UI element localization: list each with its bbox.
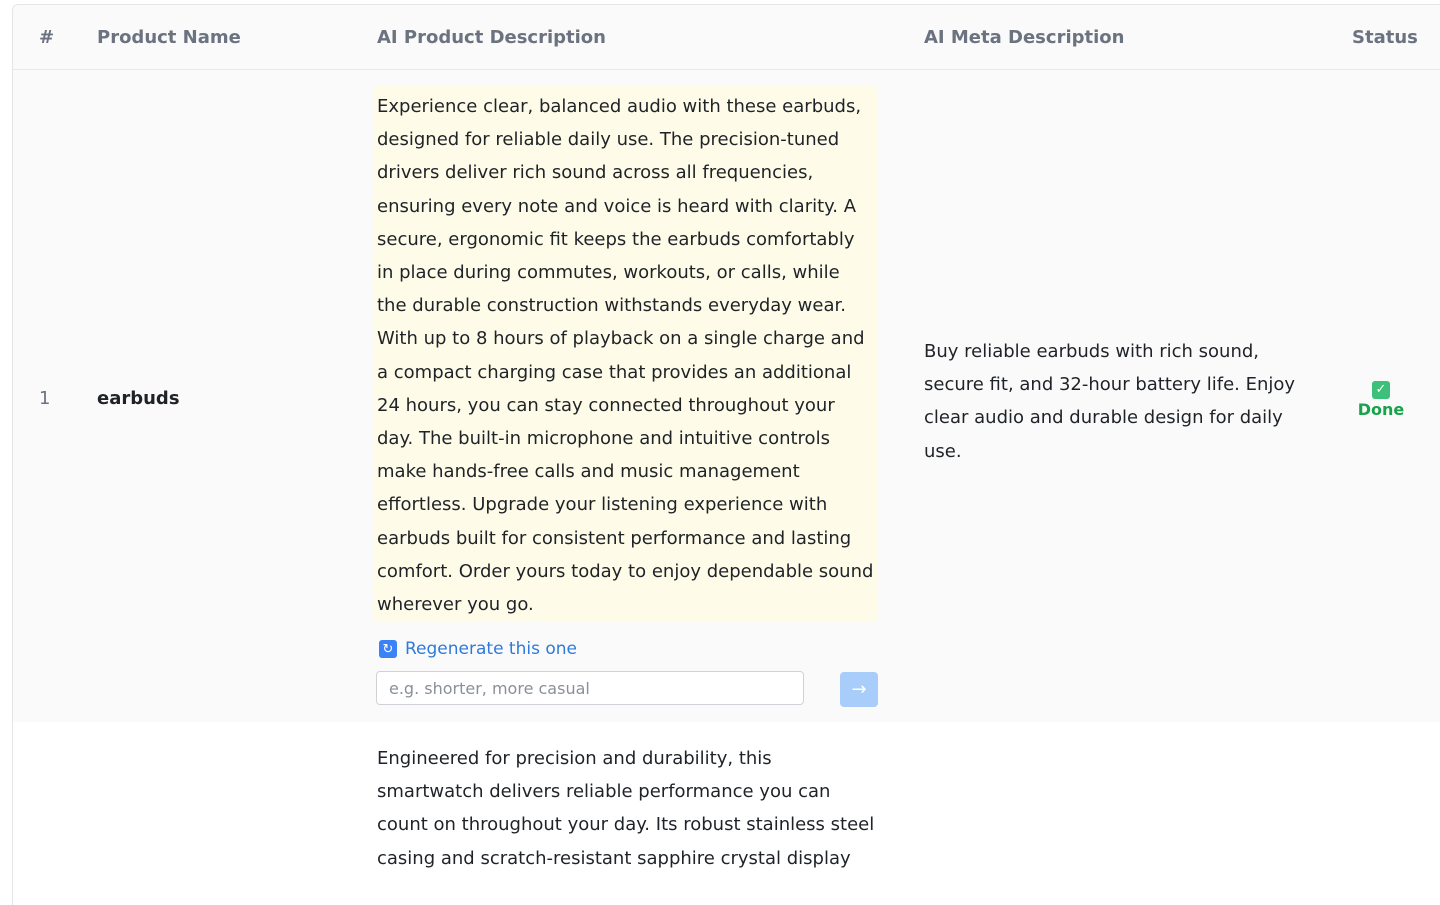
ai-product-description: Experience clear, balanced audio with these earbuds, designed for reliable daily use. The precision-tuned drivers deliver rich sound across all frequencies, ensuring every note and voice is heard with clarity. A secure, ergonomic fit keeps the earbuds comfortably in place during commutes, workouts, or calls, while the durable construction withstands everyday wear. With up to 8 hours of playback on a single charge and a compact charging case that provides an additional 24 hours, you can stay connected throughout your day. The built-in microphone and intuitive controls make hands-free calls and music management effortless. Upgrade your listening experience with earbuds built for consistent performance and lasting comfort. Order yours today to enjoy dependable sound wherever you go. <box>373 86 878 621</box>
table-header <box>13 5 1440 70</box>
products-table <box>12 4 1440 905</box>
column-header-status: Status <box>1352 27 1418 48</box>
send-regenerate-button[interactable]: → <box>840 672 878 707</box>
refresh-icon: ↻ <box>379 640 397 658</box>
check-icon: ✓ <box>1372 381 1390 399</box>
regenerate-link[interactable] <box>379 639 577 659</box>
table-row <box>13 722 1440 905</box>
regenerate-instructions-input[interactable] <box>376 671 804 705</box>
column-header-ai-meta-description: AI Meta Description <box>924 27 1125 48</box>
ai-meta-description: Buy reliable earbuds with rich sound, secure fit, and 32-hour battery life. Enjoy clear audio and durable design for daily use. <box>924 341 1296 462</box>
column-header-product-name: Product Name <box>97 27 241 48</box>
row-number: 1 <box>39 388 51 409</box>
ai-product-description: Engineered for precision and durability, this smartwatch delivers reliable performance you can count on throughout your day. Its robust stainless steel casing and scratch-resistant sapphire crystal display <box>377 748 875 869</box>
status-cell <box>1351 378 1411 419</box>
product-name: earbuds <box>97 388 180 409</box>
regenerate-label: Regenerate this one <box>405 639 577 659</box>
status-badge: Done <box>1357 400 1405 419</box>
column-header-ai-product-description: AI Product Description <box>377 27 606 48</box>
column-header-number: # <box>39 27 55 48</box>
table-row <box>13 70 1440 722</box>
